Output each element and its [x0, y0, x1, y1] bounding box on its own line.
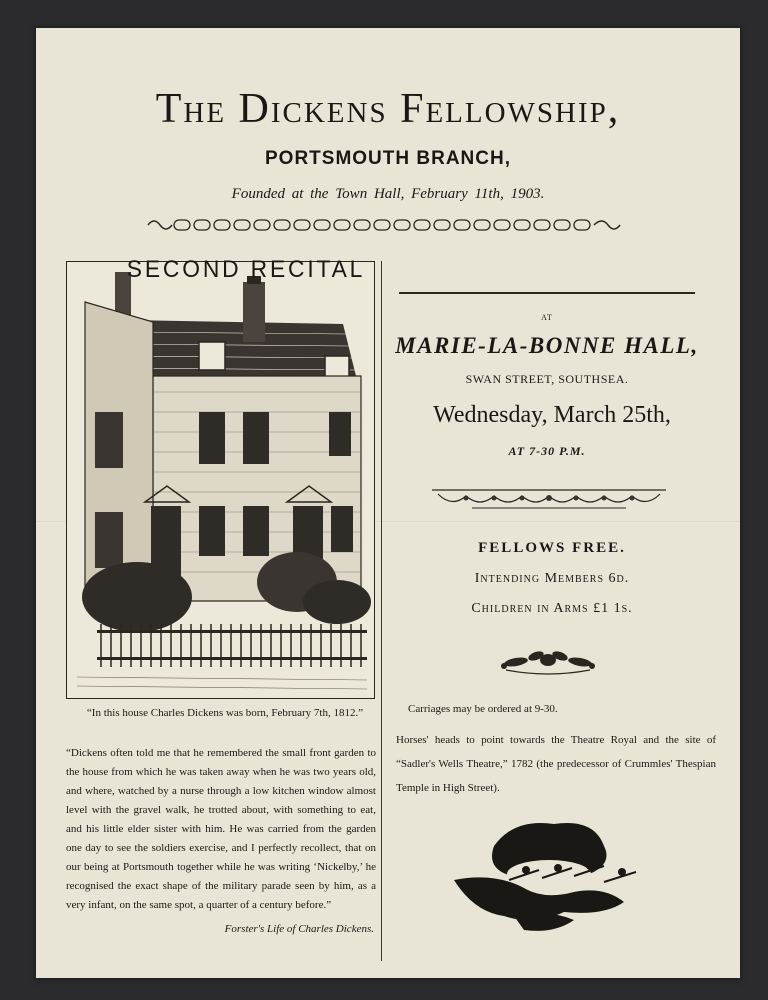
column-divider: [381, 261, 382, 961]
event-time: AT 7-30 P.M.: [508, 444, 586, 458]
handbill-page: [36, 28, 740, 978]
page-title: The Dickens Fellowship,: [155, 86, 621, 132]
children-admission: Children in Arms £1 1s.: [471, 601, 633, 616]
witches-moon-vignette: [454, 816, 644, 936]
venue-name: MARIE-LA-BONNE HALL,: [395, 333, 699, 358]
branch-subtitle: PORTSMOUTH BRANCH,: [265, 148, 511, 169]
event-date: Wednesday, March 25th,: [433, 402, 671, 428]
members-admission: Intending Members 6d.: [474, 571, 630, 586]
founded-line: Founded at the Town Hall, February 11th, 1903.: [231, 186, 545, 202]
recital-title-rule: [399, 292, 695, 294]
illustration-caption: “In this house Charles Dickens was born, February 7th, 1812.”: [86, 707, 364, 719]
venue-address: SWAN STREET, SOUTHSEA.: [465, 372, 629, 386]
recital-title: SECOND RECITAL: [126, 256, 366, 283]
house-illustration: [67, 262, 373, 697]
horses-note: Horses' heads to point towards the Theatre Royal and the site of “Sadler's Wells Theatre,” 1782 (the predecessor of Crummles' Thespian Temple in High Street).: [396, 734, 716, 794]
scroll-ornament: [432, 486, 666, 512]
chain-divider-ornament: [144, 217, 624, 233]
floral-ornament: [496, 644, 600, 678]
fellows-admission: FELLOWS FREE.: [478, 540, 626, 556]
birthplace-engraving: [66, 261, 375, 699]
quote-source: Forster's Life of Charles Dickens.: [224, 923, 374, 935]
carriages-note: Carriages may be ordered at 9-30.: [408, 703, 558, 715]
forster-quote: “Dickens often told me that he remembered the small front garden to the house from which he was taken away when he was two years old, and where, watched by a nurse through a low kitchen window almost level with the gravel walk, he trotted about, with something to eat, and his little elder sister with him. He was carried from the garden one day to see the soldiers exercise, and I perfectly recollect, that on our being at Portsmouth together while he was writing ‘Nickelby,’ he recognised the exact shape of the military parade seen by him, as a very infant, on the same spot, a quarter of a century before.”: [66, 747, 376, 911]
at-label: AT: [541, 313, 553, 322]
